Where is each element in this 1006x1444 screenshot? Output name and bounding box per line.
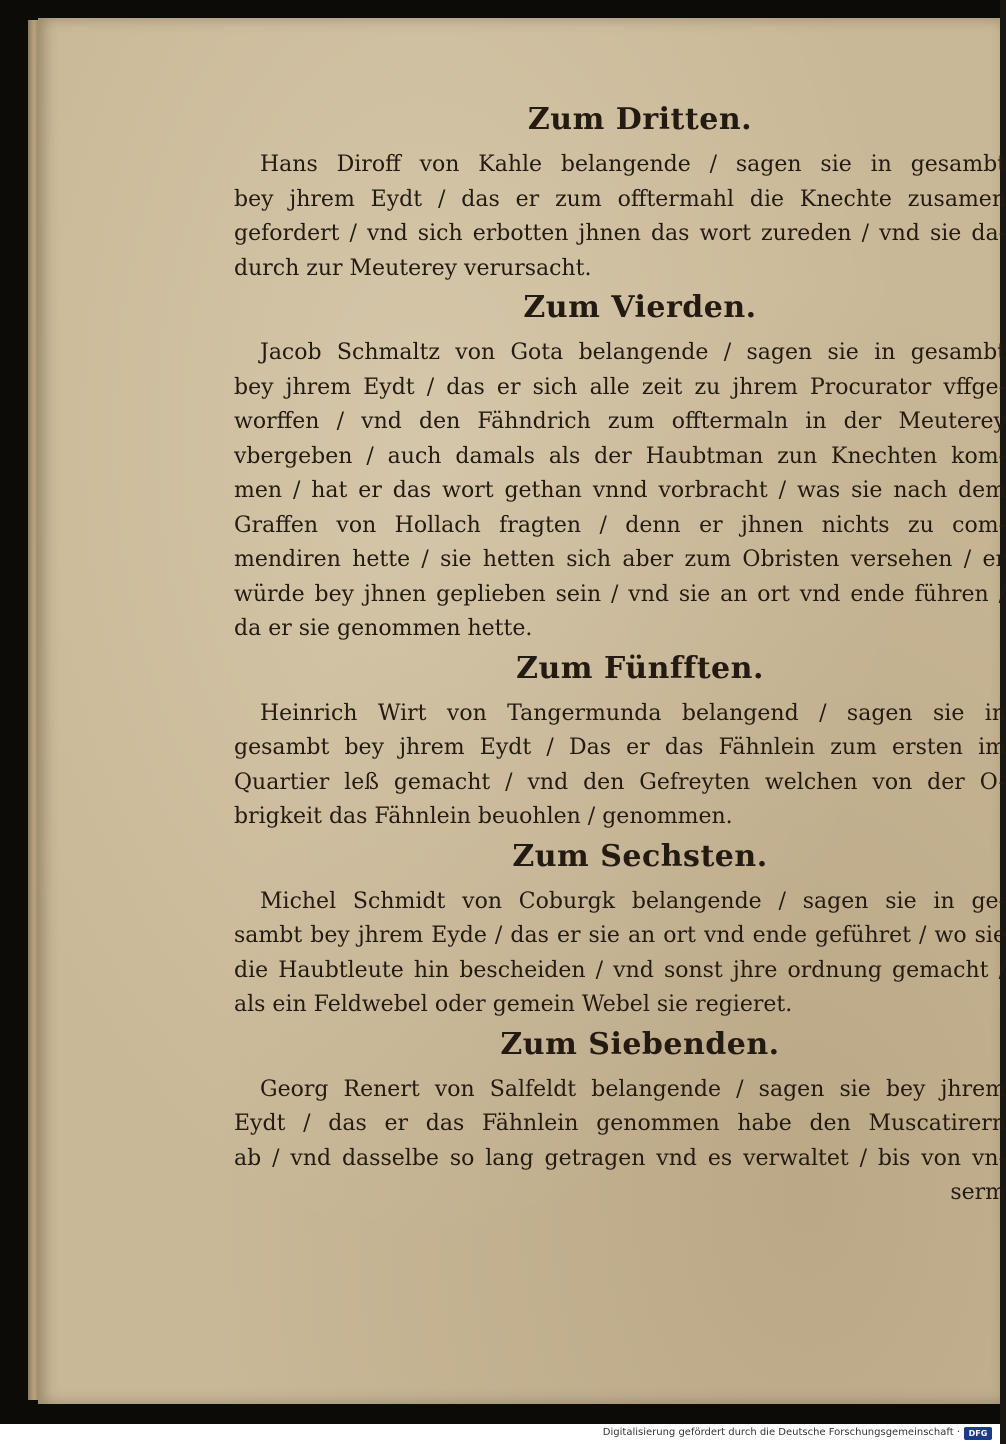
catchword: serm — [950, 1180, 1006, 1205]
text-line: Hans Diroff von Kahle belangende / sagen sie in gesambt — [260, 152, 1006, 177]
section-sechsten — [234, 837, 1006, 1023]
section-heading: Zum Fünfften. — [516, 650, 764, 686]
section-body — [234, 1073, 1006, 1211]
text-line: ab / vnd dasselbe so lang getragen vnd es verwaltet / bis von vn- — [234, 1145, 1006, 1171]
text-line: die Haubtleute hin bescheiden / vnd sonst jhre ordnung gemacht / — [234, 957, 1006, 983]
section-heading: Zum Dritten. — [527, 102, 753, 137]
text-line: Heinrich Wirt von Tangermunda belangend / sagen sie in — [260, 700, 1006, 726]
section-heading: Zum Vierden. — [523, 290, 757, 325]
section-body — [234, 148, 1006, 286]
page-text — [234, 100, 1006, 1213]
text-line: durch zur Meuterey verursacht. — [234, 255, 592, 281]
text-line: würde bey jhnen geplieben sein / vnd sie an ort vnd ende führen / — [234, 581, 1006, 607]
dfg-logo: DFG — [964, 1427, 992, 1440]
footer-credit: Digitalisierung gefördert durch die Deutsche Forschungsgemeinschaft · — [602, 1427, 960, 1438]
text-line: Graffen von Hollach fragten / denn er jhnen nichts zu com- — [234, 512, 1006, 538]
text-line: Eydt / das er das Fähnlein genommen habe den Muscatirern — [234, 1111, 1006, 1136]
text-line: Quartier leß gemacht / vnd den Gefreyten welchen von der O- — [234, 769, 1006, 795]
section-heading: Zum Sechsten. — [512, 838, 768, 874]
text-line: mendiren hette / sie hetten sich aber zum Obristen versehen / er — [234, 547, 1006, 572]
text-line: als ein Feldwebel oder gemein Webel sie regieret. — [234, 992, 793, 1017]
text-line: Georg Renert von Salfeldt belangende / sagen sie bey jhrem — [260, 1076, 1006, 1102]
text-line: da er sie genommen hette. — [234, 616, 533, 641]
text-line: worffen / vnd den Fähndrich zum offtermaln in der Meuterey — [234, 409, 1006, 434]
section-heading: Zum Siebenden. — [500, 1026, 780, 1062]
section-body — [234, 336, 1006, 647]
section-vierden — [234, 288, 1006, 647]
section-siebenden — [234, 1025, 1006, 1211]
section-body — [234, 697, 1006, 835]
text-line: men / hat er das wort gethan vnnd vorbracht / was sie nach dem — [234, 478, 1006, 503]
text-line: brigkeit das Fähnlein beuohlen / genommen. — [234, 804, 733, 829]
digitization-footer — [0, 1424, 1000, 1444]
document-page — [38, 18, 1006, 1404]
text-line: bey jhrem Eydt / das er zum offtermahl die Knechte zusamen — [234, 186, 1006, 212]
text-line: gesambt bey jhrem Eydt / Das er das Fähnlein zum ersten im — [234, 735, 1006, 760]
text-line: sambt bey jhrem Eyde / das er sie an ort vnd ende geführet / wo sie — [234, 923, 1006, 948]
section-fuenfften — [234, 649, 1006, 835]
text-line: gefordert / vnd sich erbotten jhnen das wort zureden / vnd sie da- — [234, 221, 1006, 246]
text-line: bey jhrem Eydt / das er sich alle zeit zu jhrem Procurator vffge- — [234, 374, 1006, 400]
text-line: Jacob Schmaltz von Gota belangende / sagen sie in gesambt — [260, 340, 1006, 365]
section-body — [234, 885, 1006, 1023]
section-dritten — [234, 100, 1006, 286]
text-line: vbergeben / auch damals als der Haubtman zun Knechten kom- — [234, 443, 1006, 469]
page-edge — [28, 20, 38, 1400]
text-line: Michel Schmidt von Coburgk belangende / sagen sie in ge- — [260, 888, 1006, 914]
